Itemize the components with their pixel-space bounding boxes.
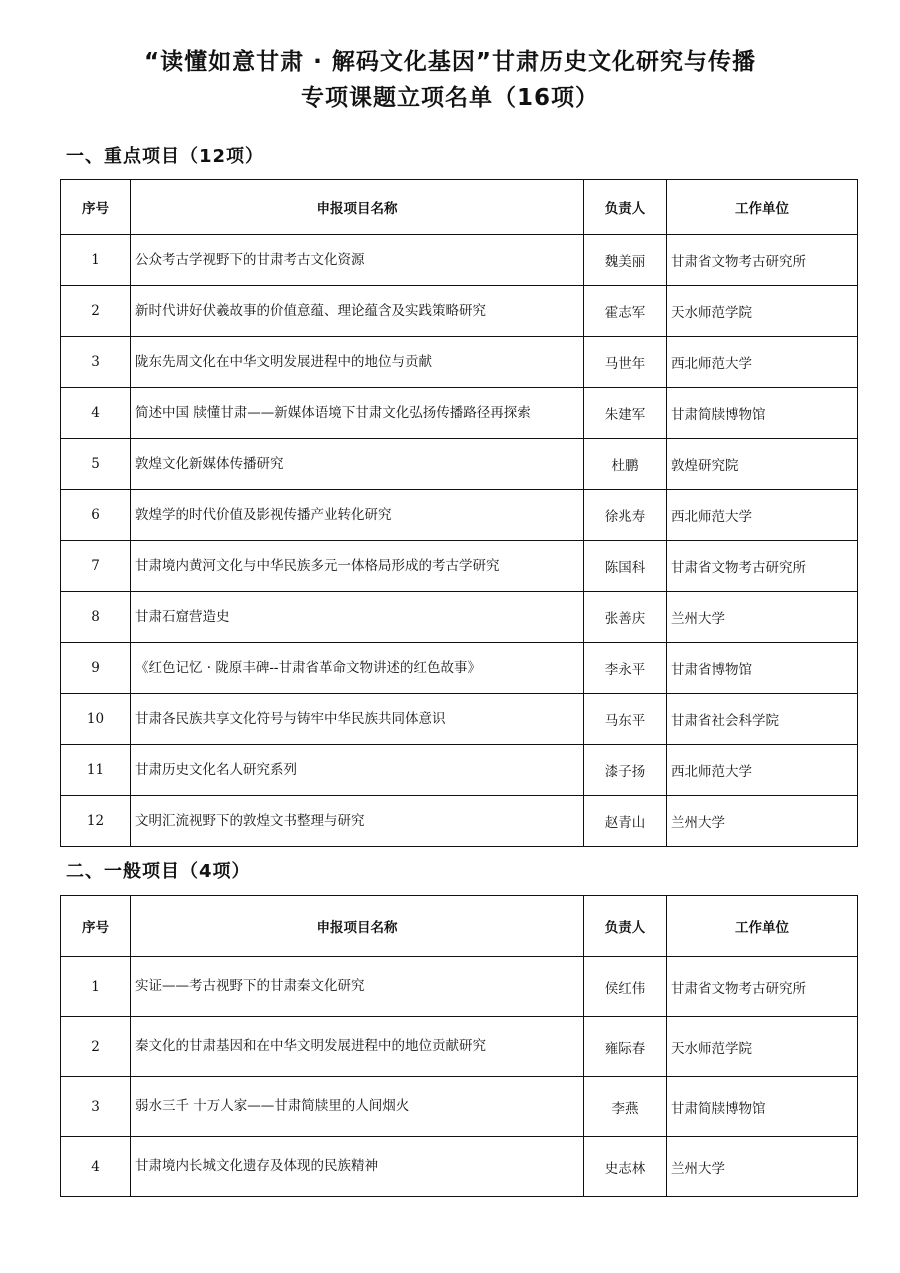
table-row bbox=[61, 541, 858, 592]
column-header-seq: 序号 bbox=[61, 180, 131, 235]
cell-project-name: 甘肃历史文化名人研究系列 bbox=[131, 745, 584, 796]
cell-unit: 甘肃省文物考古研究所 bbox=[667, 957, 858, 1017]
cell-seq: 9 bbox=[61, 643, 131, 694]
cell-unit: 天水师范学院 bbox=[667, 286, 858, 337]
cell-seq: 5 bbox=[61, 439, 131, 490]
cell-unit: 西北师范大学 bbox=[667, 745, 858, 796]
table-row bbox=[61, 745, 858, 796]
cell-project-name: 甘肃境内长城文化遗存及体现的民族精神 bbox=[131, 1137, 584, 1197]
general-projects-table bbox=[60, 895, 858, 1197]
cell-seq: 2 bbox=[61, 1017, 131, 1077]
cell-unit: 甘肃省社会科学院 bbox=[667, 694, 858, 745]
table-row bbox=[61, 643, 858, 694]
cell-leader: 李燕 bbox=[584, 1077, 667, 1137]
cell-leader: 侯红伟 bbox=[584, 957, 667, 1017]
cell-project-name: 敦煌学的时代价值及影视传播产业转化研究 bbox=[131, 490, 584, 541]
cell-leader: 霍志军 bbox=[584, 286, 667, 337]
cell-unit: 兰州大学 bbox=[667, 796, 858, 847]
cell-seq: 10 bbox=[61, 694, 131, 745]
section-heading-key-projects: 一、重点项目（12项） bbox=[66, 146, 265, 167]
cell-project-name: 新时代讲好伏羲故事的价值意蕴、理论蕴含及实践策略研究 bbox=[131, 286, 584, 337]
cell-project-name: 甘肃各民族共享文化符号与铸牢中华民族共同体意识 bbox=[131, 694, 584, 745]
cell-unit: 兰州大学 bbox=[667, 592, 858, 643]
table-row bbox=[61, 1077, 858, 1137]
cell-leader: 陈国科 bbox=[584, 541, 667, 592]
cell-seq: 8 bbox=[61, 592, 131, 643]
cell-leader: 李永平 bbox=[584, 643, 667, 694]
column-header-project-name: 申报项目名称 bbox=[131, 180, 584, 235]
table-row bbox=[61, 439, 858, 490]
cell-unit: 甘肃简牍博物馆 bbox=[667, 388, 858, 439]
cell-unit: 天水师范学院 bbox=[667, 1017, 858, 1077]
key-projects-table bbox=[60, 179, 858, 847]
cell-project-name: 简述中国 牍懂甘肃——新媒体语境下甘肃文化弘扬传播路径再探索 bbox=[131, 388, 584, 439]
table-row bbox=[61, 337, 858, 388]
cell-leader: 雍际春 bbox=[584, 1017, 667, 1077]
table-row bbox=[61, 1137, 858, 1197]
cell-leader: 漆子扬 bbox=[584, 745, 667, 796]
table-row bbox=[61, 592, 858, 643]
cell-project-name: 实证——考古视野下的甘肃秦文化研究 bbox=[131, 957, 584, 1017]
cell-unit: 甘肃省博物馆 bbox=[667, 643, 858, 694]
cell-unit: 西北师范大学 bbox=[667, 337, 858, 388]
cell-seq: 2 bbox=[61, 286, 131, 337]
cell-seq: 4 bbox=[61, 388, 131, 439]
table-row bbox=[61, 235, 858, 286]
table-header-row bbox=[61, 896, 858, 957]
cell-seq: 6 bbox=[61, 490, 131, 541]
cell-leader: 杜鹏 bbox=[584, 439, 667, 490]
cell-leader: 魏美丽 bbox=[584, 235, 667, 286]
cell-project-name: 秦文化的甘肃基因和在中华文明发展进程中的地位贡献研究 bbox=[131, 1017, 584, 1077]
cell-unit: 甘肃省文物考古研究所 bbox=[667, 541, 858, 592]
table-row bbox=[61, 388, 858, 439]
cell-project-name: 甘肃境内黄河文化与中华民族多元一体格局形成的考古学研究 bbox=[131, 541, 584, 592]
table-row bbox=[61, 694, 858, 745]
column-header-project-name: 申报项目名称 bbox=[131, 896, 584, 957]
cell-seq: 11 bbox=[61, 745, 131, 796]
cell-project-name: 甘肃石窟营造史 bbox=[131, 592, 584, 643]
document-title-line1: “读懂如意甘肃 · 解码文化基因”甘肃历史文化研究与传播 bbox=[144, 49, 756, 75]
column-header-unit: 工作单位 bbox=[667, 180, 858, 235]
table-row bbox=[61, 490, 858, 541]
cell-project-name: 《红色记忆 · 陇原丰碑--甘肃省革命文物讲述的红色故事》 bbox=[131, 643, 584, 694]
table-row bbox=[61, 796, 858, 847]
cell-seq: 4 bbox=[61, 1137, 131, 1197]
cell-project-name: 陇东先周文化在中华文明发展进程中的地位与贡献 bbox=[131, 337, 584, 388]
cell-unit: 敦煌研究院 bbox=[667, 439, 858, 490]
cell-leader: 马东平 bbox=[584, 694, 667, 745]
cell-seq: 3 bbox=[61, 1077, 131, 1137]
table-row bbox=[61, 1017, 858, 1077]
cell-seq: 1 bbox=[61, 957, 131, 1017]
cell-unit: 西北师范大学 bbox=[667, 490, 858, 541]
cell-leader: 徐兆寿 bbox=[584, 490, 667, 541]
cell-leader: 张善庆 bbox=[584, 592, 667, 643]
cell-seq: 1 bbox=[61, 235, 131, 286]
column-header-leader: 负责人 bbox=[584, 180, 667, 235]
cell-leader: 赵青山 bbox=[584, 796, 667, 847]
cell-unit: 甘肃省文物考古研究所 bbox=[667, 235, 858, 286]
section-heading-general-projects: 二、一般项目（4项） bbox=[66, 861, 251, 882]
cell-project-name: 文明汇流视野下的敦煌文书整理与研究 bbox=[131, 796, 584, 847]
cell-project-name: 弱水三千 十万人家——甘肃简牍里的人间烟火 bbox=[131, 1077, 584, 1137]
column-header-seq: 序号 bbox=[61, 896, 131, 957]
cell-leader: 朱建军 bbox=[584, 388, 667, 439]
cell-seq: 12 bbox=[61, 796, 131, 847]
table-row bbox=[61, 286, 858, 337]
cell-unit: 甘肃简牍博物馆 bbox=[667, 1077, 858, 1137]
cell-unit: 兰州大学 bbox=[667, 1137, 858, 1197]
column-header-unit: 工作单位 bbox=[667, 896, 858, 957]
cell-seq: 3 bbox=[61, 337, 131, 388]
cell-project-name: 公众考古学视野下的甘肃考古文化资源 bbox=[131, 235, 584, 286]
column-header-leader: 负责人 bbox=[584, 896, 667, 957]
cell-project-name: 敦煌文化新媒体传播研究 bbox=[131, 439, 584, 490]
table-row bbox=[61, 957, 858, 1017]
cell-leader: 史志林 bbox=[584, 1137, 667, 1197]
document-title-line2: 专项课题立项名单（16项） bbox=[300, 85, 599, 111]
cell-seq: 7 bbox=[61, 541, 131, 592]
cell-leader: 马世年 bbox=[584, 337, 667, 388]
table-header-row bbox=[61, 180, 858, 235]
